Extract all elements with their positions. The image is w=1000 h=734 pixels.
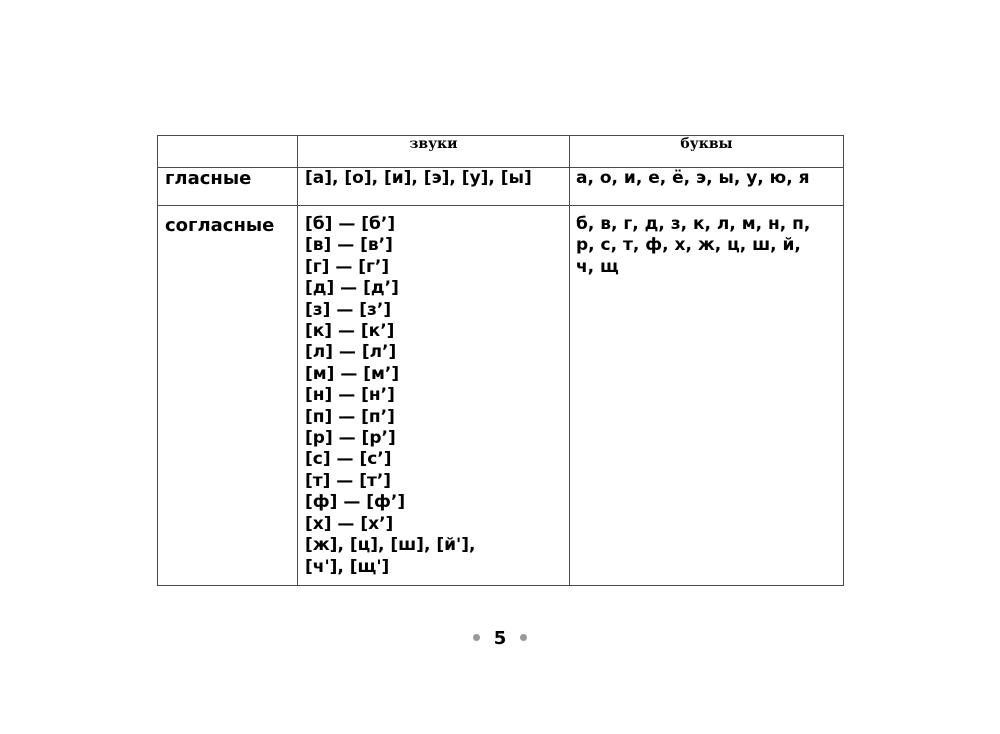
consonant-sound-pair: [г] — [г’] <box>305 256 390 277</box>
header-letters: буквы <box>570 136 844 168</box>
consonant-letters-line: р, с, т, ф, х, ж, ц, ш, й, <box>576 235 801 256</box>
consonant-sound-pair: [б] — [б’] <box>305 214 396 234</box>
header-empty-cell <box>158 136 298 168</box>
vowels-letters: а, о, и, е, ё, э, ы, у, ю, я <box>570 168 844 206</box>
consonant-sound-pair: [н] — [н’] <box>305 385 395 406</box>
table-row-consonants <box>158 206 844 586</box>
consonant-sound-unpaired: [ж], [ц], [ш], [й'], <box>305 535 476 556</box>
page-footer <box>0 628 1000 649</box>
consonant-sound-unpaired: [ч'], [щ'] <box>305 556 390 577</box>
table-header-row <box>158 136 844 168</box>
consonant-sound-pair: [м] — [м’] <box>305 363 400 384</box>
consonant-sound-pair: [п] — [п’] <box>305 406 395 427</box>
consonant-sound-pair: [з] — [з’] <box>305 299 392 320</box>
vowels-label: гласные <box>158 168 298 206</box>
consonant-sound-pair: [с] — [с’] <box>305 449 392 470</box>
consonant-sound-pair: [в] — [в’] <box>305 235 393 256</box>
consonants-letters <box>570 206 844 586</box>
consonant-letters-line: б, в, г, д, з, к, л, м, н, п, <box>576 214 811 234</box>
consonant-sound-pair: [к] — [к’] <box>305 321 395 342</box>
vowels-sounds: [а], [о], [и], [э], [у], [ы] <box>298 168 570 206</box>
consonant-sound-pair: [д] — [д’] <box>305 278 399 299</box>
table-row-vowels <box>158 168 844 206</box>
consonant-sound-pair: [л] — [л’] <box>305 342 397 363</box>
sounds-letters-table <box>157 135 844 586</box>
consonants-label: согласные <box>158 206 298 586</box>
consonant-sound-pair: [р] — [р’] <box>305 428 396 449</box>
header-sounds: звуки <box>298 136 570 168</box>
consonants-sounds <box>298 206 570 586</box>
bullet-dot-icon <box>520 634 527 641</box>
page-number: 5 <box>493 628 507 649</box>
consonant-letters-line: ч, щ <box>576 256 619 277</box>
consonant-sound-pair: [х] — [х’] <box>305 513 394 534</box>
consonant-sound-pair: [т] — [т’] <box>305 470 392 491</box>
bullet-dot-icon <box>473 634 480 641</box>
consonant-sound-pair: [ф] — [ф’] <box>305 492 406 513</box>
